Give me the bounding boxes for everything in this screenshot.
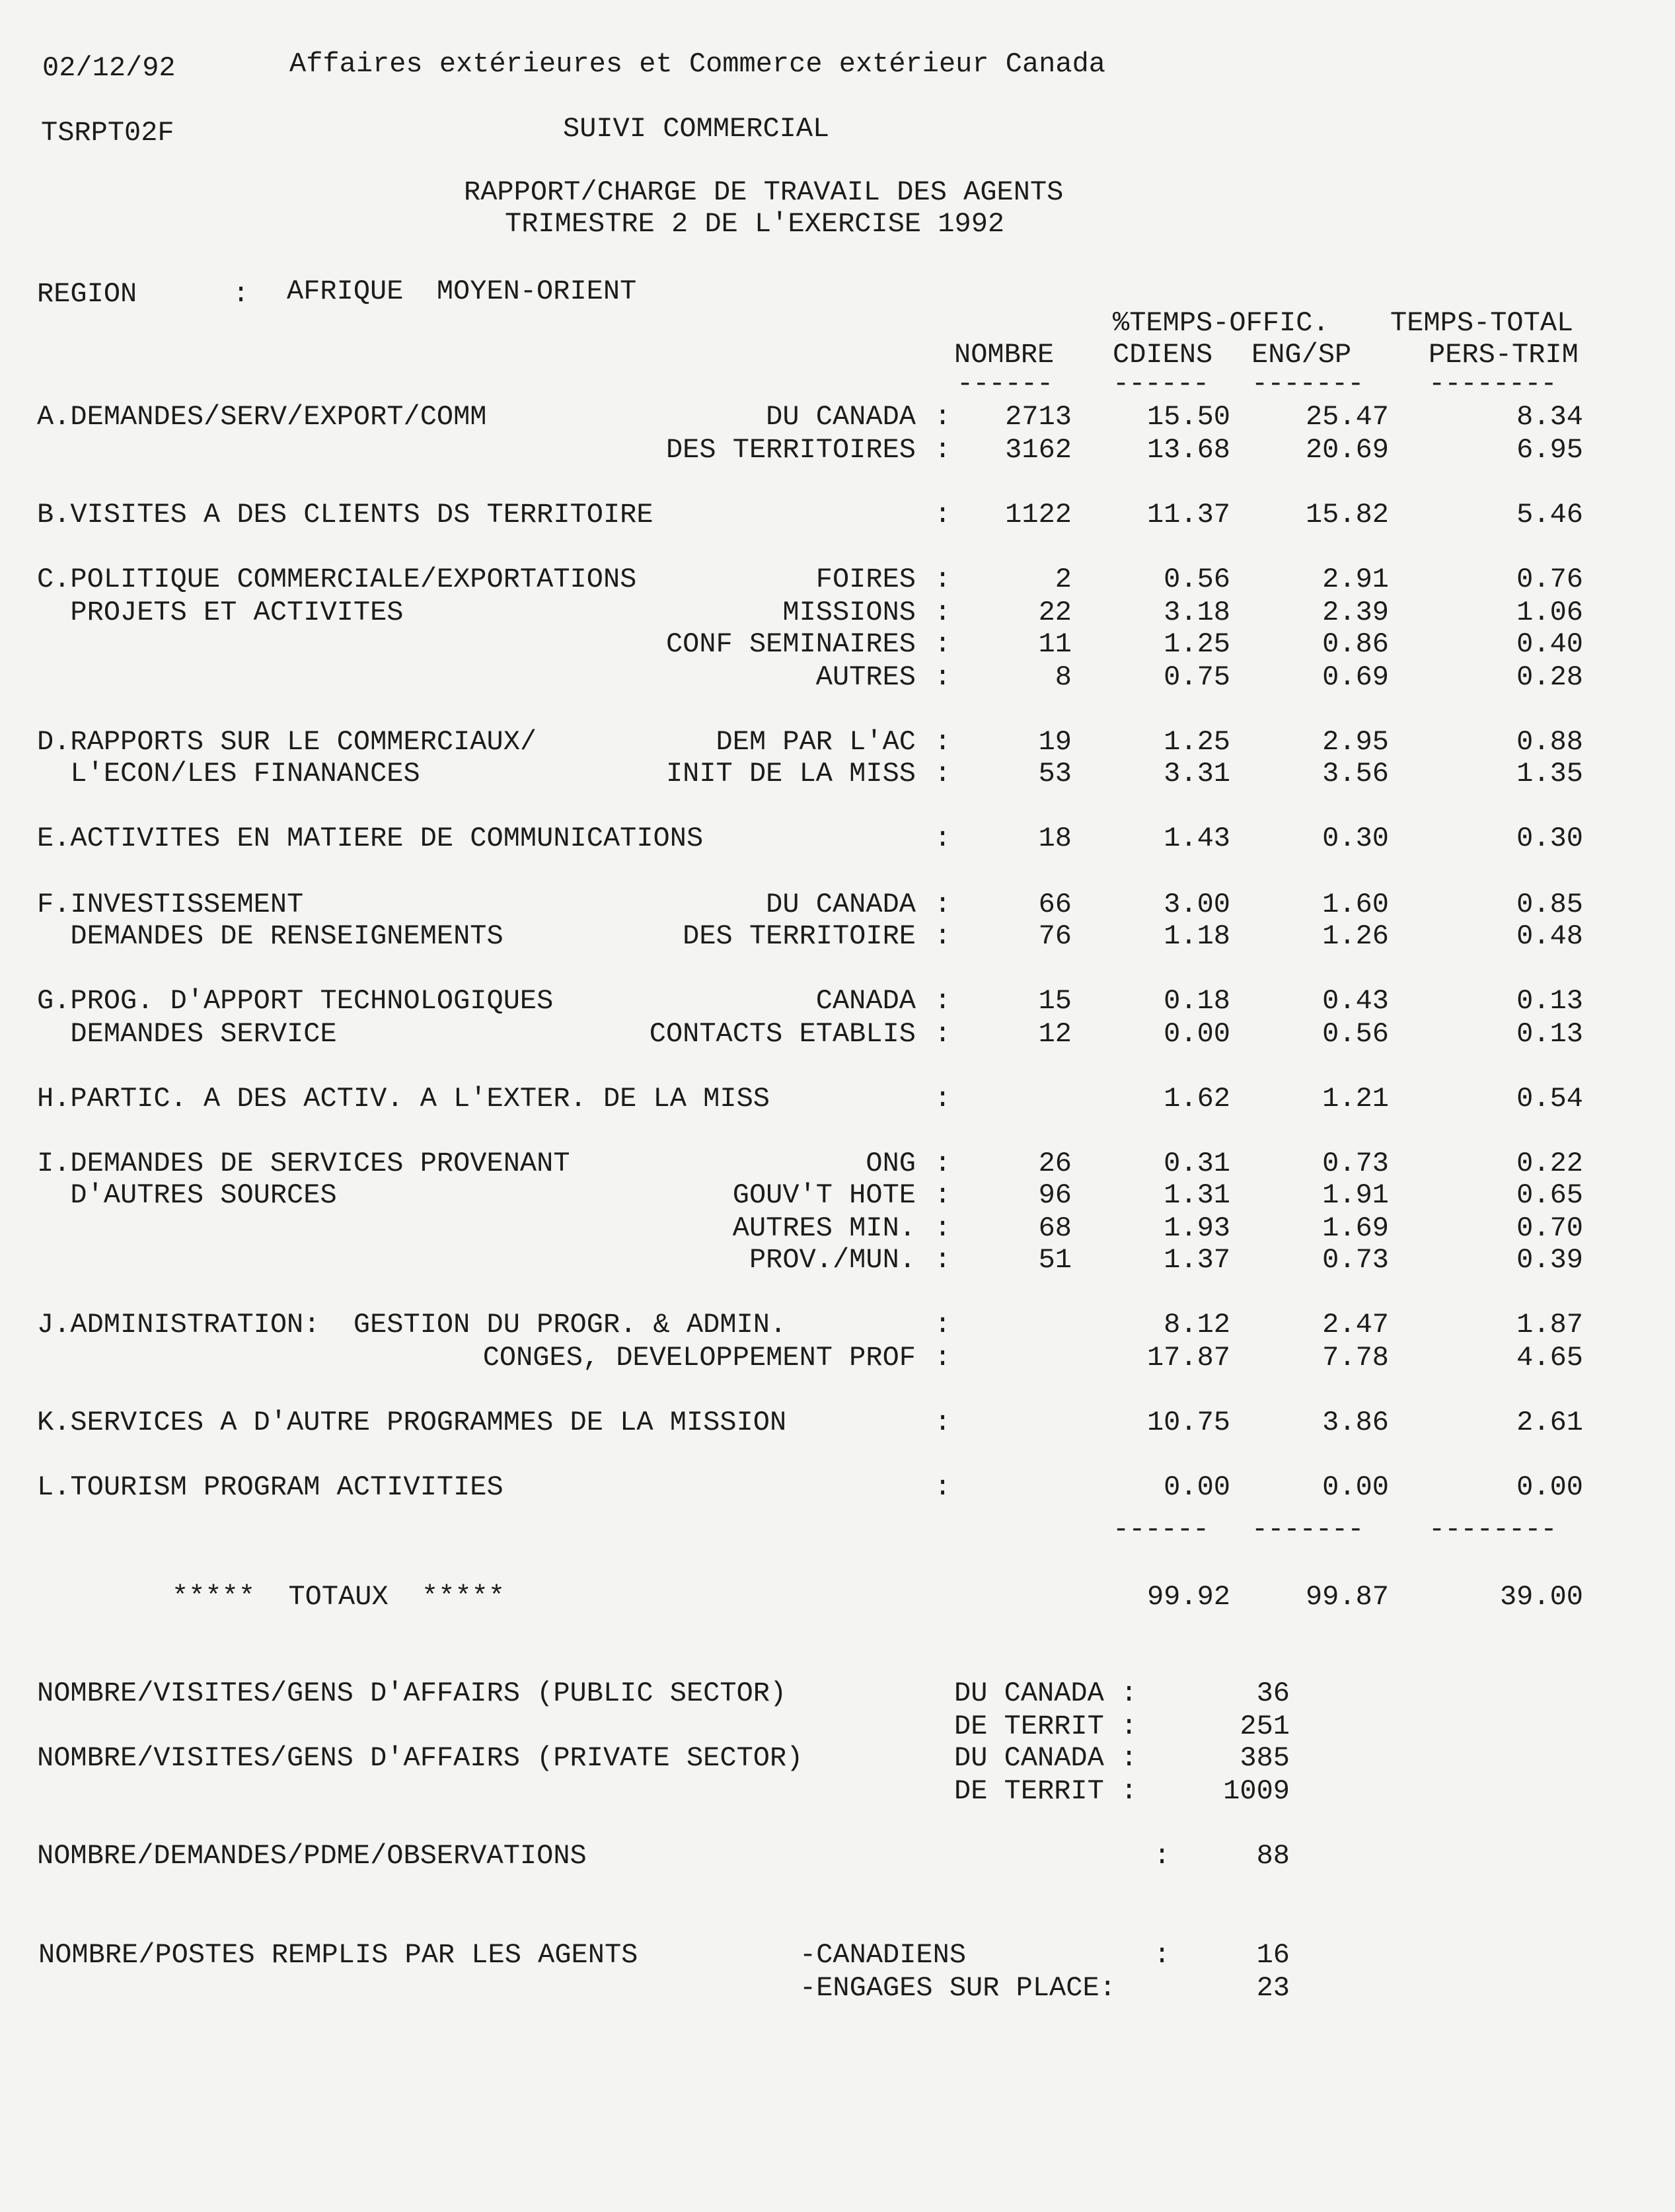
row-nombre: 51 bbox=[1038, 1244, 1072, 1276]
row-subcategory: AUTRES MIN. bbox=[732, 1212, 916, 1244]
row-perstrim: 0.65 bbox=[1516, 1179, 1583, 1211]
row-nombre: 26 bbox=[1038, 1148, 1072, 1179]
row-nombre: 76 bbox=[1038, 920, 1072, 952]
row-perstrim: 0.54 bbox=[1516, 1083, 1583, 1115]
row-cdiens: 10.75 bbox=[1146, 1407, 1230, 1438]
column-group-offic: %TEMPS-OFFIC. bbox=[1113, 307, 1329, 339]
system-name: SUIVI COMMERCIAL bbox=[563, 113, 830, 145]
row-perstrim: 0.88 bbox=[1516, 726, 1583, 758]
totals-rule-engsp: ------- bbox=[1251, 1514, 1364, 1545]
region-value: AFRIQUE MOYEN-ORIENT bbox=[287, 276, 637, 307]
row-nombre: 3162 bbox=[1005, 434, 1072, 466]
private-canada-value: 385 bbox=[1240, 1742, 1290, 1774]
row-engsp: 1.91 bbox=[1322, 1179, 1389, 1211]
row-engsp: 25.47 bbox=[1305, 401, 1389, 433]
row-engsp: 0.30 bbox=[1322, 823, 1389, 854]
row-perstrim: 0.70 bbox=[1516, 1212, 1583, 1244]
row-subcategory: DES TERRITOIRE bbox=[683, 920, 916, 952]
row-subcategory: AUTRES bbox=[815, 661, 916, 693]
row-perstrim: 0.39 bbox=[1516, 1244, 1583, 1276]
postes-engages-label: -ENGAGES SUR PLACE: bbox=[800, 1972, 1116, 2004]
row-engsp: 0.69 bbox=[1322, 661, 1389, 693]
totals-label: ***** TOTAUX ***** bbox=[172, 1581, 505, 1613]
row-perstrim: 0.28 bbox=[1516, 661, 1583, 693]
row-nombre: 66 bbox=[1038, 889, 1072, 920]
row-engsp: 7.78 bbox=[1322, 1342, 1389, 1374]
row-perstrim: 5.46 bbox=[1516, 499, 1583, 531]
row-perstrim: 0.13 bbox=[1516, 985, 1583, 1017]
row-engsp: 2.91 bbox=[1322, 564, 1389, 595]
row-subcategory: CONF SEMINAIRES bbox=[665, 628, 916, 660]
totals-rule-cdiens: ------ bbox=[1113, 1514, 1209, 1545]
row-separator: : bbox=[934, 564, 951, 595]
row-perstrim: 1.06 bbox=[1516, 597, 1583, 628]
row-perstrim: 0.76 bbox=[1516, 564, 1583, 595]
row-cdiens: 3.18 bbox=[1164, 597, 1230, 628]
row-subcategory: DEM PAR L'AC bbox=[716, 726, 916, 758]
row-cdiens: 15.50 bbox=[1146, 401, 1230, 433]
row-nombre: 19 bbox=[1038, 726, 1072, 758]
rule-nombre: ------ bbox=[957, 368, 1053, 400]
row-perstrim: 0.30 bbox=[1516, 823, 1583, 854]
row-subcategory: CANADA bbox=[815, 985, 916, 1017]
row-separator: : bbox=[934, 1018, 951, 1050]
totals-perstrim: 39.00 bbox=[1499, 1581, 1583, 1613]
row-nombre: 22 bbox=[1038, 597, 1072, 628]
totals-engsp: 99.87 bbox=[1305, 1581, 1389, 1613]
row-perstrim: 0.13 bbox=[1516, 1018, 1583, 1050]
row-cdiens: 11.37 bbox=[1146, 499, 1230, 531]
column-nombre: NOMBRE bbox=[954, 339, 1055, 371]
row-engsp: 0.00 bbox=[1322, 1471, 1389, 1503]
row-perstrim: 1.87 bbox=[1516, 1309, 1583, 1341]
row-separator: : bbox=[934, 661, 951, 693]
row-category: I.DEMANDES DE SERVICES PROVENANT bbox=[37, 1148, 570, 1179]
report-period: TRIMESTRE 2 DE L'EXERCISE 1992 bbox=[505, 208, 1005, 240]
row-nombre: 11 bbox=[1038, 628, 1072, 660]
pdme-label: NOMBRE/DEMANDES/PDME/OBSERVATIONS bbox=[37, 1840, 587, 1872]
row-separator: : bbox=[934, 1212, 951, 1244]
postes-canadiens-separator: : bbox=[1154, 1939, 1171, 1971]
rule-cdiens: ------ bbox=[1113, 368, 1209, 400]
postes-engages-value: 23 bbox=[1256, 1972, 1290, 2004]
row-nombre: 8 bbox=[1055, 661, 1072, 693]
private-territ-value: 1009 bbox=[1223, 1775, 1290, 1807]
row-engsp: 20.69 bbox=[1305, 434, 1389, 466]
row-engsp: 1.60 bbox=[1322, 889, 1389, 920]
row-category: F.INVESTISSEMENT bbox=[37, 889, 304, 920]
row-separator: : bbox=[934, 434, 951, 466]
row-category: B.VISITES A DES CLIENTS DS TERRITOIRE bbox=[37, 499, 653, 531]
row-cdiens: 1.43 bbox=[1164, 823, 1230, 854]
column-cdiens: CDIENS bbox=[1113, 339, 1213, 371]
private-sector-label: NOMBRE/VISITES/GENS D'AFFAIRS (PRIVATE SECTOR) bbox=[37, 1742, 803, 1774]
pdme-separator: : bbox=[1154, 1840, 1171, 1872]
row-nombre: 1122 bbox=[1005, 499, 1072, 531]
row-engsp: 15.82 bbox=[1305, 499, 1389, 531]
row-category: C.POLITIQUE COMMERCIALE/EXPORTATIONS bbox=[37, 564, 637, 595]
row-nombre: 96 bbox=[1038, 1179, 1072, 1211]
report-title: RAPPORT/CHARGE DE TRAVAIL DES AGENTS bbox=[464, 176, 1064, 208]
row-engsp: 3.86 bbox=[1322, 1407, 1389, 1438]
report-code: TSRPT02F bbox=[41, 117, 174, 149]
rule-perstrim: -------- bbox=[1429, 368, 1557, 400]
row-separator: : bbox=[934, 1342, 951, 1374]
row-perstrim: 0.48 bbox=[1516, 920, 1583, 952]
report-date: 02/12/92 bbox=[42, 52, 176, 84]
row-cdiens: 3.31 bbox=[1164, 758, 1230, 790]
row-subcategory: MISSIONS bbox=[782, 597, 916, 628]
row-separator: : bbox=[934, 1244, 951, 1276]
public-territ-value: 251 bbox=[1240, 1711, 1290, 1742]
row-engsp: 1.69 bbox=[1322, 1212, 1389, 1244]
row-engsp: 2.47 bbox=[1322, 1309, 1389, 1341]
row-cdiens: 1.18 bbox=[1164, 920, 1230, 952]
row-separator: : bbox=[934, 628, 951, 660]
row-separator: : bbox=[934, 499, 951, 531]
row-perstrim: 8.34 bbox=[1516, 401, 1583, 433]
row-subcategory: INIT DE LA MISS bbox=[665, 758, 916, 790]
column-engsp: ENG/SP bbox=[1251, 339, 1352, 371]
row-separator: : bbox=[934, 1471, 951, 1503]
row-cdiens: 13.68 bbox=[1146, 434, 1230, 466]
row-perstrim: 0.40 bbox=[1516, 628, 1583, 660]
row-nombre: 18 bbox=[1038, 823, 1072, 854]
rule-engsp: ------- bbox=[1251, 368, 1364, 400]
department-name: Affaires extérieures et Commerce extérieur Canada bbox=[289, 48, 1106, 80]
row-perstrim: 0.85 bbox=[1516, 889, 1583, 920]
row-engsp: 1.21 bbox=[1322, 1083, 1389, 1115]
row-nombre: 15 bbox=[1038, 985, 1072, 1017]
row-perstrim: 0.22 bbox=[1516, 1148, 1583, 1179]
column-perstrim: PERS-TRIM bbox=[1429, 339, 1579, 371]
row-separator: : bbox=[934, 1083, 951, 1115]
row-separator: : bbox=[934, 597, 951, 628]
row-separator: : bbox=[934, 401, 951, 433]
row-cdiens: 1.31 bbox=[1164, 1179, 1230, 1211]
row-cdiens: 1.25 bbox=[1164, 726, 1230, 758]
row-subcategory: FOIRES bbox=[815, 564, 916, 595]
public-territ-label: DE TERRIT : bbox=[954, 1711, 1138, 1742]
row-subcategory: DES TERRITOIRES bbox=[665, 434, 916, 466]
row-separator: : bbox=[934, 889, 951, 920]
row-subcategory: CONTACTS ETABLIS bbox=[649, 1018, 916, 1050]
row-engsp: 2.95 bbox=[1322, 726, 1389, 758]
row-cdiens: 8.12 bbox=[1164, 1309, 1230, 1341]
row-separator: : bbox=[934, 1309, 951, 1341]
row-separator: : bbox=[934, 1179, 951, 1211]
column-group-total: TEMPS-TOTAL bbox=[1390, 307, 1574, 339]
row-perstrim: 4.65 bbox=[1516, 1342, 1583, 1374]
row-engsp: 0.86 bbox=[1322, 628, 1389, 660]
row-nombre: 68 bbox=[1038, 1212, 1072, 1244]
pdme-value: 88 bbox=[1256, 1840, 1290, 1872]
row-nombre: 53 bbox=[1038, 758, 1072, 790]
row-perstrim: 2.61 bbox=[1516, 1407, 1583, 1438]
row-category: L.TOURISM PROGRAM ACTIVITIES bbox=[37, 1471, 503, 1503]
region-separator: : bbox=[233, 278, 250, 310]
row-nombre: 2 bbox=[1055, 564, 1072, 595]
row-cdiens: 1.25 bbox=[1164, 628, 1230, 660]
row-subcategory: PROV./MUN. bbox=[749, 1244, 916, 1276]
row-category: D'AUTRES SOURCES bbox=[37, 1179, 337, 1211]
row-cdiens: 1.93 bbox=[1164, 1212, 1230, 1244]
row-perstrim: 0.00 bbox=[1516, 1471, 1583, 1503]
row-category: A.DEMANDES/SERV/EXPORT/COMM bbox=[37, 401, 487, 433]
row-category: D.RAPPORTS SUR LE COMMERCIAUX/ bbox=[37, 726, 537, 758]
row-cdiens: 3.00 bbox=[1164, 889, 1230, 920]
row-nombre: 2713 bbox=[1005, 401, 1072, 433]
postes-canadiens-label: -CANADIENS bbox=[800, 1939, 967, 1971]
row-engsp: 0.43 bbox=[1322, 985, 1389, 1017]
row-perstrim: 6.95 bbox=[1516, 434, 1583, 466]
row-engsp: 0.56 bbox=[1322, 1018, 1389, 1050]
row-category: DEMANDES SERVICE bbox=[37, 1018, 337, 1050]
row-separator: : bbox=[934, 920, 951, 952]
row-engsp: 0.73 bbox=[1322, 1244, 1389, 1276]
row-subcategory: DU CANADA bbox=[766, 889, 916, 920]
row-separator: : bbox=[934, 726, 951, 758]
totals-rule-perstrim: -------- bbox=[1429, 1514, 1557, 1545]
row-category: DEMANDES DE RENSEIGNEMENTS bbox=[37, 920, 503, 952]
row-cdiens: 0.31 bbox=[1164, 1148, 1230, 1179]
row-cdiens: 0.75 bbox=[1164, 661, 1230, 693]
row-category: L'ECON/LES FINANANCES bbox=[37, 758, 420, 790]
row-cdiens: 0.00 bbox=[1164, 1471, 1230, 1503]
row-cdiens: 0.00 bbox=[1164, 1018, 1230, 1050]
public-sector-label: NOMBRE/VISITES/GENS D'AFFAIRS (PUBLIC SECTOR) bbox=[37, 1677, 787, 1709]
row-cdiens: 0.18 bbox=[1164, 985, 1230, 1017]
row-engsp: 2.39 bbox=[1322, 597, 1389, 628]
row-category: H.PARTIC. A DES ACTIV. A L'EXTER. DE LA MISS bbox=[37, 1083, 770, 1115]
public-canada-value: 36 bbox=[1256, 1677, 1290, 1709]
private-territ-label: DE TERRIT : bbox=[954, 1775, 1138, 1807]
row-cdiens: 0.56 bbox=[1164, 564, 1230, 595]
row-engsp: 3.56 bbox=[1322, 758, 1389, 790]
row-engsp: 0.73 bbox=[1322, 1148, 1389, 1179]
row-perstrim: 1.35 bbox=[1516, 758, 1583, 790]
totals-cdiens: 99.92 bbox=[1146, 1581, 1230, 1613]
row-category: G.PROG. D'APPORT TECHNOLOGIQUES bbox=[37, 985, 554, 1017]
row-separator: : bbox=[934, 758, 951, 790]
postes-canadiens-value: 16 bbox=[1256, 1939, 1290, 1971]
row-cdiens: 1.37 bbox=[1164, 1244, 1230, 1276]
row-engsp: 1.26 bbox=[1322, 920, 1389, 952]
postes-label: NOMBRE/POSTES REMPLIS PAR LES AGENTS bbox=[38, 1939, 638, 1971]
row-subcategory: ONG bbox=[866, 1148, 916, 1179]
row-subcategory: GOUV'T HOTE bbox=[732, 1179, 916, 1211]
row-separator: : bbox=[934, 985, 951, 1017]
private-canada-label: DU CANADA : bbox=[954, 1742, 1138, 1774]
row-nombre: 12 bbox=[1038, 1018, 1072, 1050]
row-category: J.ADMINISTRATION: GESTION DU PROGR. & ADMIN. bbox=[37, 1309, 787, 1341]
public-canada-label: DU CANADA : bbox=[954, 1677, 1138, 1709]
row-separator: : bbox=[934, 1407, 951, 1438]
row-subcategory: CONGES, DEVELOPPEMENT PROF bbox=[482, 1342, 916, 1374]
row-category: K.SERVICES A D'AUTRE PROGRAMMES DE LA MISSION bbox=[37, 1407, 787, 1438]
row-subcategory: DU CANADA bbox=[766, 401, 916, 433]
row-separator: : bbox=[934, 823, 951, 854]
row-cdiens: 1.62 bbox=[1164, 1083, 1230, 1115]
row-separator: : bbox=[934, 1148, 951, 1179]
row-category: E.ACTIVITES EN MATIERE DE COMMUNICATIONS bbox=[37, 823, 704, 854]
row-cdiens: 17.87 bbox=[1146, 1342, 1230, 1374]
region-label: REGION bbox=[37, 278, 137, 310]
row-category: PROJETS ET ACTIVITES bbox=[37, 597, 404, 628]
